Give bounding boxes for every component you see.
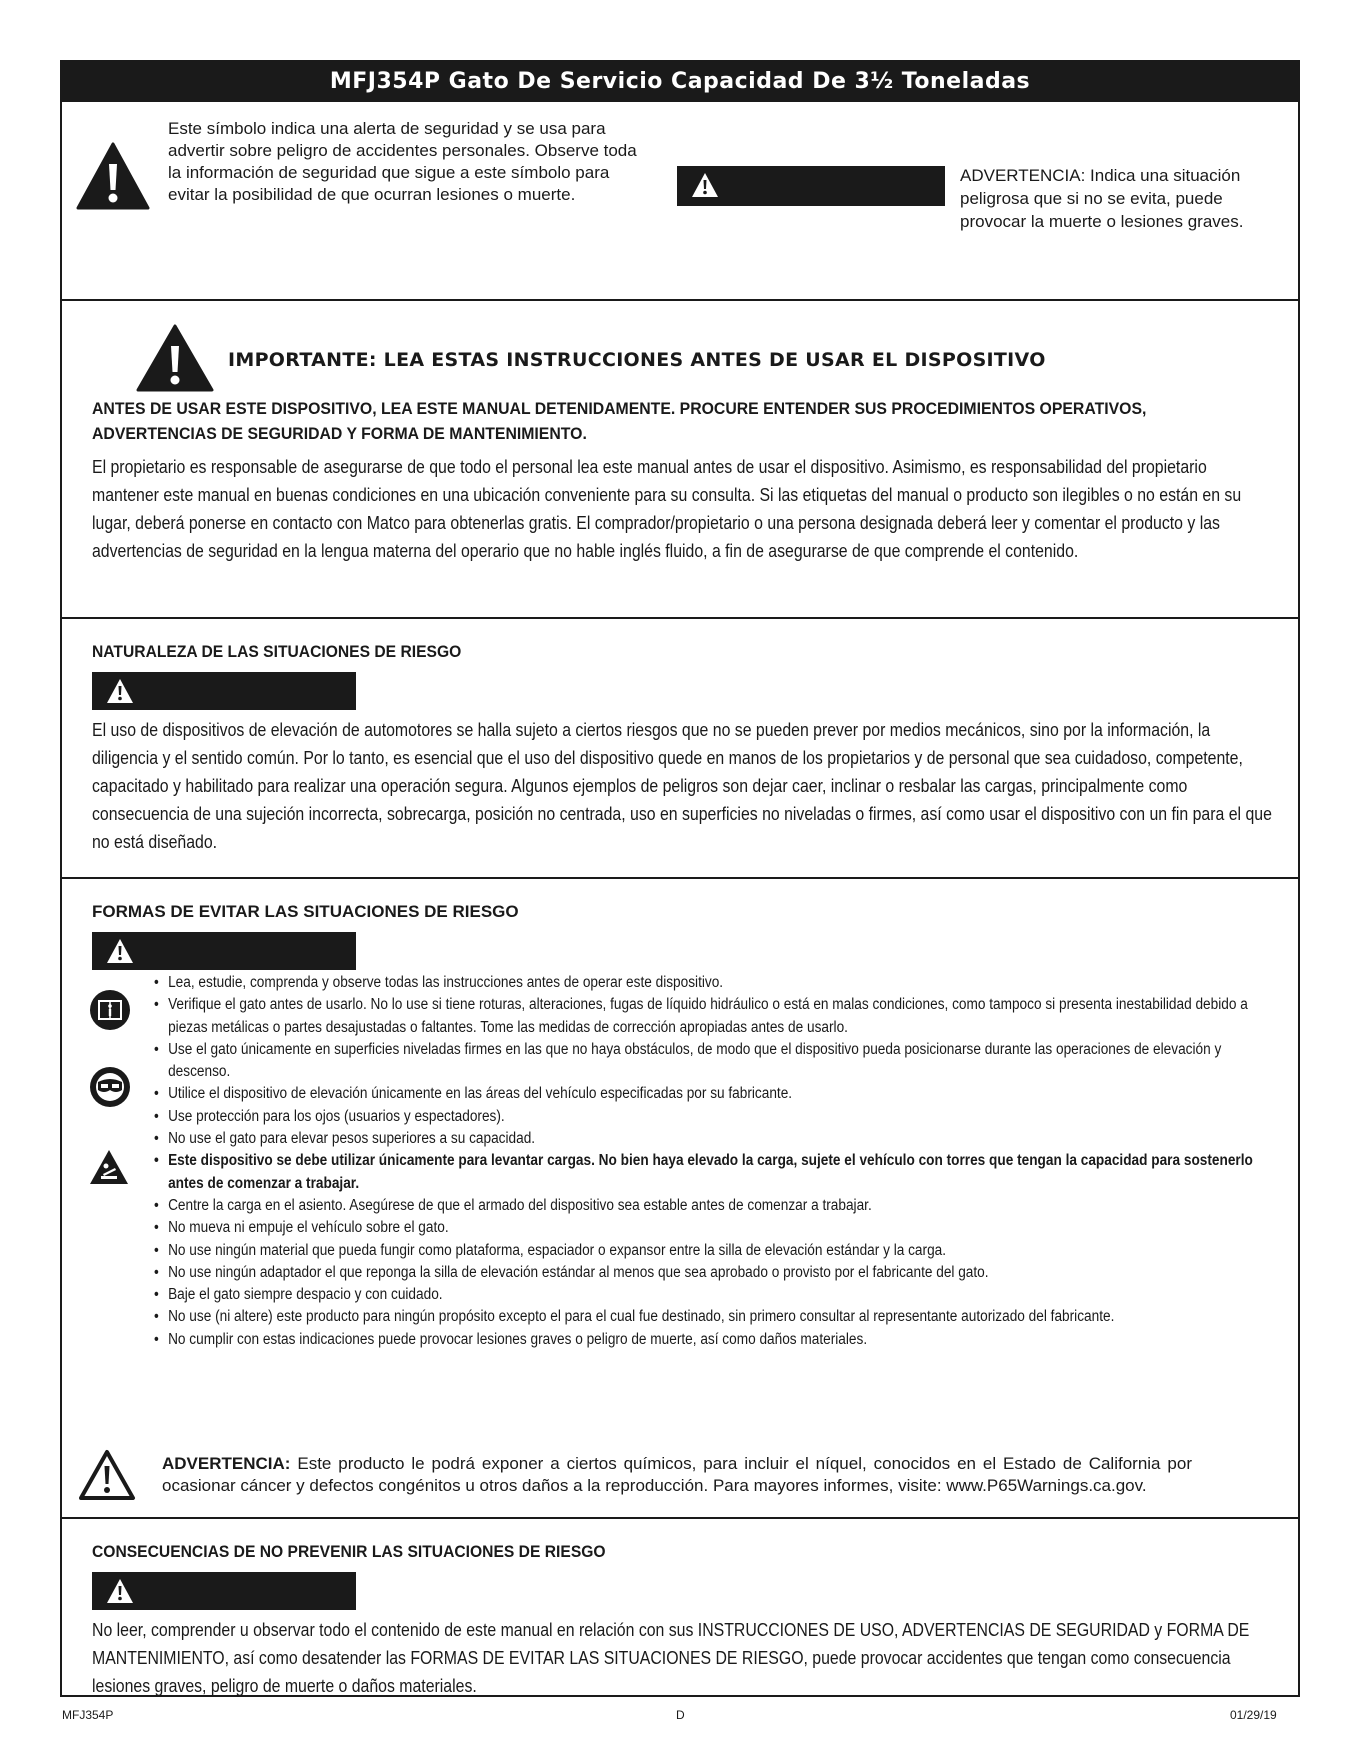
avoid-list (154, 972, 1254, 1351)
list-item: • No mueva ni empuje el vehículo sobre el gato. (154, 1217, 1254, 1239)
outline-warning-triangle-icon (78, 1449, 136, 1501)
important-section (62, 301, 1298, 619)
nature-heading: NATURALEZA DE LAS SITUACIONES DE RIESGO (92, 642, 462, 661)
read-manual-icon (89, 989, 131, 1031)
nature-body: El uso de dispositivos de elevación de automotores se halla sujeto a ciertos riesgos que no se pueden prever por medios mecánicos, sino por la información, la diligencia y el sentido común. Por lo tanto, es esencial que el uso del dispositivo quede en manos de los propietarios y de personal que sea cuidadoso, competente, capacitado y habilitado para realizar una operación segura. Algunos ejemplos de peligros son dejar caer, inclinar o resbalar las cargas, principalmente como consecuencia de una sujeción incorrecta, sobrecarga, posición no centrada, uso en superficies no niveladas o firmes, así como usar el dispositivo con un fin para el que no está diseñado. (92, 720, 1272, 852)
prop65-warning (162, 1453, 1192, 1497)
list-item: • Centre la carga en el asiento. Asegúrese de que el armado del dispositivo sea estable antes de comenzar a trabajar. (154, 1195, 1254, 1217)
nature-section (62, 619, 1298, 879)
list-item: • Use protección para los ojos (usuarios y espectadores). (154, 1106, 1254, 1128)
page-title: MFJ354P Gato De Servicio Capacidad De 3½ Toneladas (62, 62, 1298, 102)
list-item: • Verifique el gato antes de usarlo. No lo use si tiene roturas, alteraciones, fugas de líquido hidráulico o está en malas condiciones, como tampoco si presenta inestabilidad debido a piezas metálicas o partes desajustadas o faltantes. Tome las medidas de corrección apropiadas antes de usarlo. (154, 994, 1254, 1039)
warning-triangle-icon (136, 324, 214, 392)
warning-triangle-icon (106, 1578, 134, 1604)
list-item: • Este dispositivo se debe utilizar únicamente para levantar cargas. No bien haya elevado la carga, sujete el vehículo con torres que tengan la capacidad para sostenerlo antes de comenzar a trabajar. (154, 1150, 1254, 1195)
avoid-section (62, 879, 1298, 1519)
important-title: IMPORTANTE: LEA ESTAS INSTRUCCIONES ANTES DE USAR EL DISPOSITIVO (228, 349, 1046, 371)
important-body: El propietario es responsable de asegurarse de que todo el personal lea este manual antes de usar el dispositivo. Asimismo, es responsabilidad del propietario mantener este manual en buenas condiciones en una ubicación conveniente para su consulta. Si las etiquetas del manual o producto son ilegibles o no están en su lugar, deberá ponerse en contacto con Matco para obtenerlas gratis. El comprador/propietario o una persona designada deberá leer y comentar el producto y las advertencias de seguridad en la lengua materna del operario que no hable inglés fluido, a fin de asegurarse de que comprende el contenido. (92, 457, 1242, 561)
warning-triangle-icon (106, 938, 134, 964)
list-item: • Use el gato únicamente en superficies niveladas firmes en las que no haya obstáculos, de modo que el dispositivo pueda posicionarse durante las operaciones de elevación y descenso. (154, 1039, 1254, 1084)
list-item: • No use el gato para elevar pesos superiores a su capacidad. (154, 1128, 1254, 1150)
page-frame (60, 60, 1300, 1697)
warning-label-bar (92, 672, 356, 710)
list-item: • No use ningún material que pueda fungir como plataforma, espaciador o expansor entre la silla de elevación estándar y la carga. (154, 1240, 1254, 1262)
warning-label-bar (92, 1572, 356, 1610)
list-item: • Utilice el dispositivo de elevación únicamente en las áreas del vehículo especificadas por su fabricante. (154, 1083, 1254, 1105)
list-item: • No use ningún adaptador el que reponga la silla de elevación estándar al menos que sea aprobado o provisto por el fabricante del gato. (154, 1262, 1254, 1284)
list-item: • No use (ni altere) este producto para ningún propósito excepto el para el cual fue destinado, sin primero consultar al representante autorizado del fabricante. (154, 1306, 1254, 1328)
warning-triangle-icon (76, 142, 150, 210)
footer-date: 01/29/19 (1230, 1708, 1277, 1722)
warning-triangle-icon (691, 172, 719, 198)
list-item: • No cumplir con estas indicaciones puede provocar lesiones graves o peligro de muerte, así como daños materiales. (154, 1329, 1254, 1351)
list-item: • Baje el gato siempre despacio y con cuidado. (154, 1284, 1254, 1306)
footer-model: MFJ354P (62, 1708, 114, 1722)
list-item: • Lea, estudie, comprenda y observe todas las instrucciones antes de operar este dispositivo. (154, 972, 1254, 994)
crush-hazard-icon (89, 1149, 129, 1185)
warning-label-bar (92, 932, 356, 970)
consequences-body: No leer, comprender u observar todo el contenido de este manual en relación con sus INSTRUCCIONES DE USO, ADVERTENCIAS DE SEGURIDAD y FORMA DE MANTENIMIENTO, así como desatender las FORMAS DE EVITAR LAS SITUACIONES DE RIESGO, puede provocar accidentes que tengan como consecuencia lesiones graves, peligro de muerte o daños materiales. (92, 1620, 1250, 1696)
warning-label-bar (677, 166, 945, 206)
prop65-text: Este producto le podrá exponer a ciertos químicos, para incluir el níquel, conocidos en el Estado de California por ocasionar cáncer y defectos congénitos u otros daños a la reproducción. Para mayores informes, visite: www.P65Warnings.ca.gov. (162, 1454, 1192, 1495)
warning-triangle-icon (106, 678, 134, 704)
footer-page: D (676, 1708, 685, 1722)
consequences-section (62, 1519, 1298, 1695)
important-heading: ANTES DE USAR ESTE DISPOSITIVO, LEA ESTE MANUAL DETENIDAMENTE. PROCURE ENTENDER SUS PROCEDIMIENTOS OPERATIVOS, ADVERTENCIAS DE SEGURIDAD Y FORMA DE MANTENIMIENTO. (92, 399, 1147, 443)
safety-goggles-icon (89, 1066, 131, 1108)
safety-symbol-section (62, 102, 1298, 301)
prop65-label: ADVERTENCIA: (162, 1454, 291, 1473)
consequences-heading: CONSECUENCIAS DE NO PREVENIR LAS SITUACIONES DE RIESGO (92, 1542, 606, 1561)
safety-symbol-text: Este símbolo indica una alerta de seguridad y se usa para advertir sobre peligro de accidentes personales. Observe toda la información de seguridad que sigue a este símbolo para evitar la posibilidad de que ocurran lesiones o muerte. (168, 119, 637, 204)
warning-definition-text: ADVERTENCIA: Indica una situación peligrosa que si no se evita, puede provocar la muerte o lesiones graves. (960, 166, 1244, 231)
avoid-heading: FORMAS DE EVITAR LAS SITUACIONES DE RIESGO (92, 902, 519, 921)
